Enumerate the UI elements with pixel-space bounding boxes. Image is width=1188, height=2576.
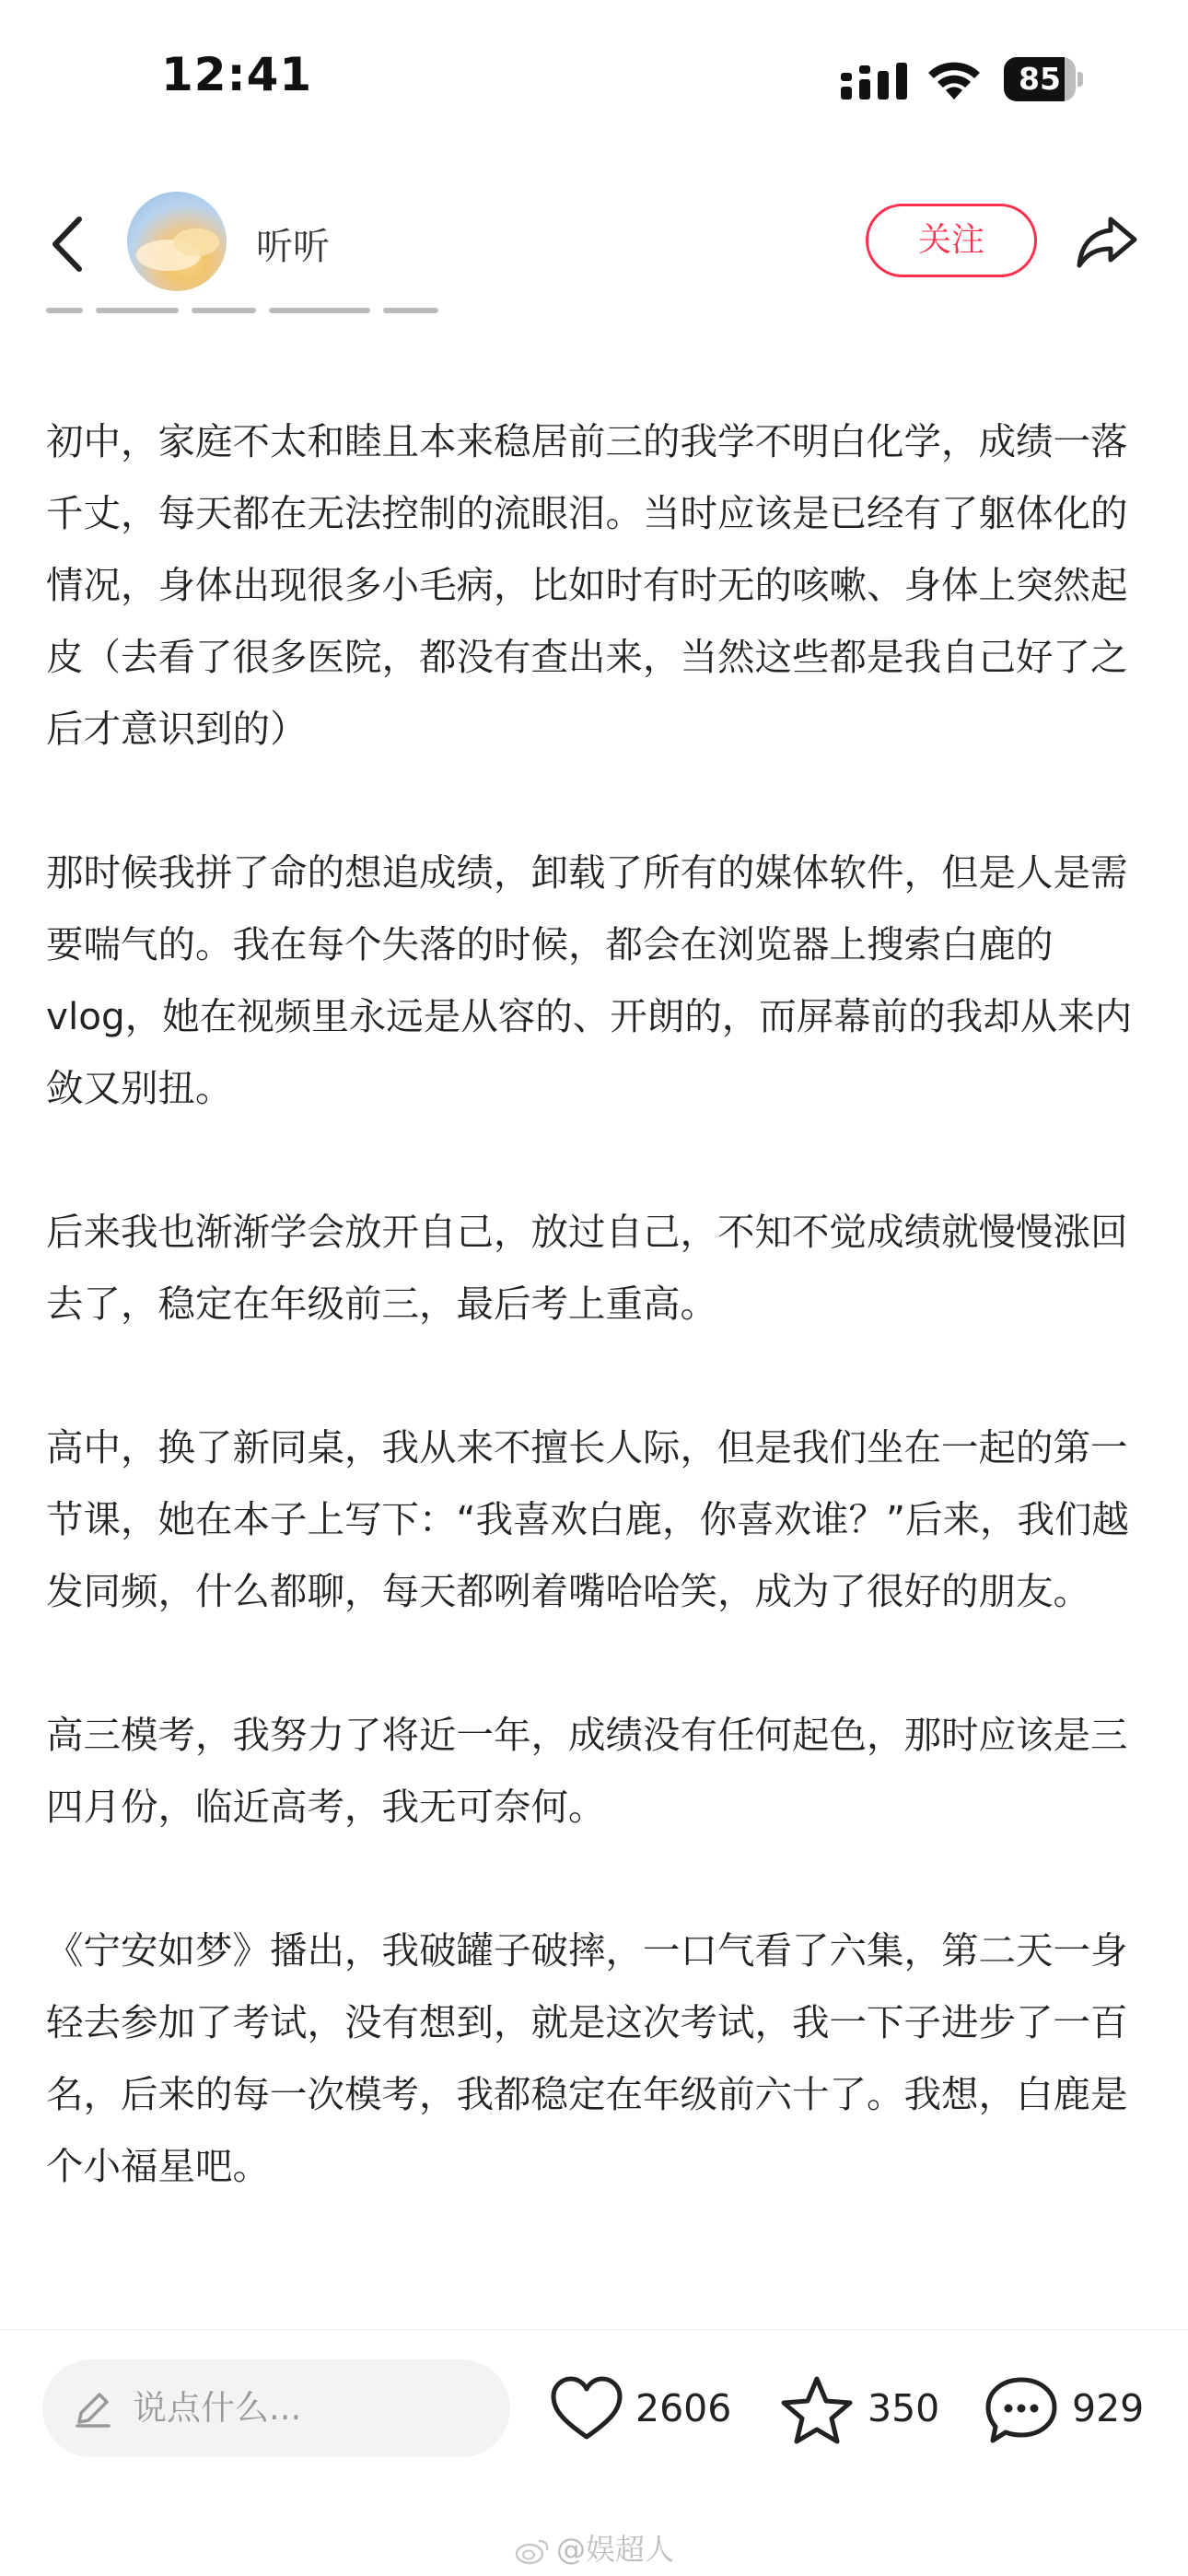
watermark-text: @娱超人 (555, 2532, 674, 2567)
status-bar (0, 0, 1188, 157)
follow-button[interactable]: 关注 (866, 204, 1037, 277)
comment-placeholder: 说点什么... (133, 2388, 302, 2428)
cellular-signal-icon (841, 61, 909, 100)
paragraph: 高中，换了新同桌，我从来不擅长人际，但是我们坐在一起的第一节课，她在本子上写下：“我喜欢白鹿，你喜欢谁？”后来，我们越发同频，什么都聊，每天都咧着嘴哈哈笑，成为了很好的朋友。 (46, 1425, 1129, 1613)
battery-level: 85 (1019, 61, 1061, 97)
paragraph: 那时候我拼了命的想追成绩，卸载了所有的媒体软件，但是人是需要喘气的。我在每个失落的时候，都会在浏览器上搜索白鹿的vlog，她在视频里永远是从容的、开朗的，而屏幕前的我却从来内敛又别扭。 (46, 850, 1133, 1110)
back-arrow-icon[interactable] (44, 212, 90, 276)
bottom-action-bar (0, 2329, 1188, 2487)
post-body (46, 405, 1151, 2274)
comment-count: 929 (1072, 2386, 1145, 2430)
like-count: 2606 (635, 2386, 732, 2430)
pencil-icon (72, 2387, 114, 2430)
comment-bubble-icon (984, 2374, 1059, 2446)
cut-off-text-line (46, 308, 525, 319)
paragraph: 高三模考，我努力了将近一年，成绩没有任何起色，那时应该是三四月份，临近高考，我无可奈何。 (46, 1713, 1128, 1829)
watermark (0, 2526, 1188, 2569)
author-avatar[interactable] (127, 192, 227, 291)
status-time: 12:41 (161, 48, 313, 101)
post-header (0, 184, 1188, 304)
weibo-logo-icon (514, 2536, 551, 2566)
share-icon[interactable] (1074, 208, 1140, 275)
wifi-icon (926, 57, 983, 101)
battery-indicator (1004, 57, 1083, 101)
heart-icon (549, 2374, 624, 2442)
paragraph: 《宁安如梦》播出，我破罐子破摔，一口气看了六集，第二天一身轻去参加了考试，没有想到，就是这次考试，我一下子进步了一百名，后来的每一次模考，我都稳定在年级前六十了。我想，白鹿是个小福星吧。 (46, 1928, 1128, 2188)
paragraph: 初中，家庭不太和睦且本来稳居前三的我学不明白化学，成绩一落千丈，每天都在无法控制的流眼泪。当时应该是已经有了躯体化的情况，身体出现很多小毛病，比如时有时无的咳嗽、身体上突然起皮（去看了很多医院，都没有查出来，当然这些都是我自己好了之后才意识到的） (46, 419, 1128, 751)
author-name[interactable]: 听听 (256, 226, 330, 268)
comment-input[interactable] (42, 2359, 510, 2457)
collect-count: 350 (868, 2386, 940, 2430)
star-icon (779, 2374, 855, 2446)
paragraph: 后来我也渐渐学会放开自己，放过自己，不知不觉成绩就慢慢涨回去了，稳定在年级前三，最后考上重高。 (46, 1210, 1128, 1326)
